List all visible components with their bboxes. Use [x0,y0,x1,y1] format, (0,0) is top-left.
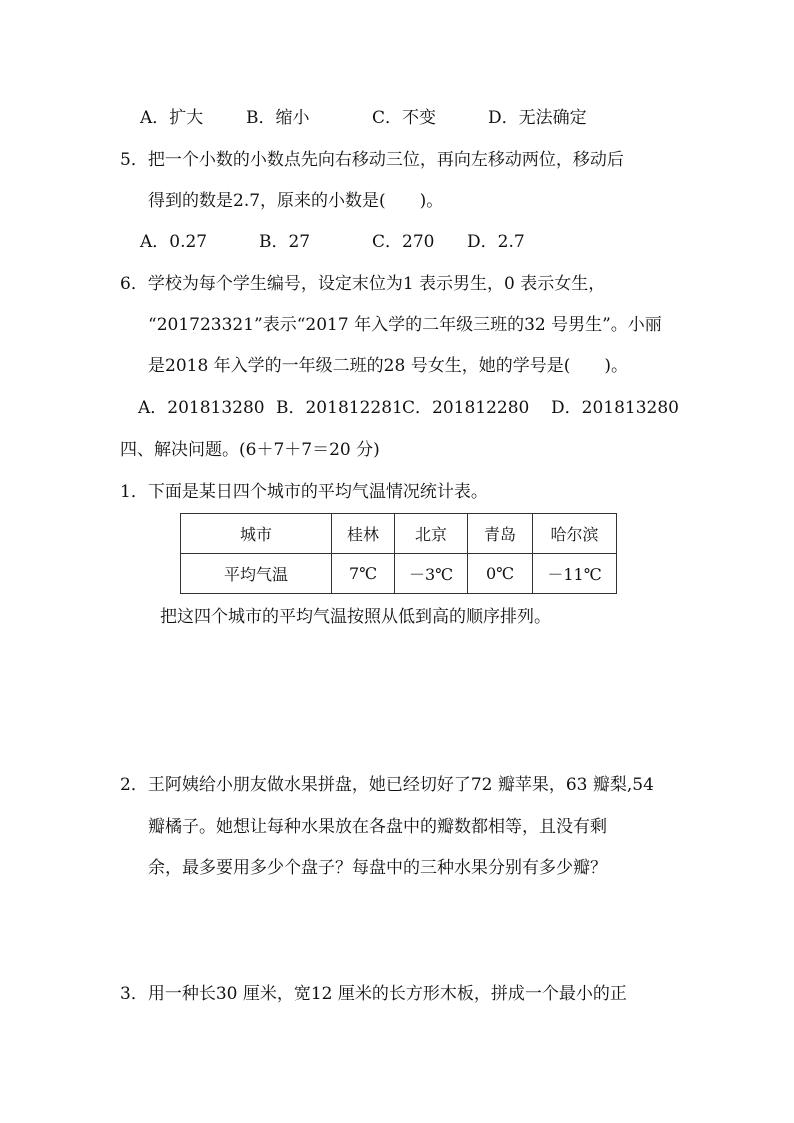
table-header-cell: 桂林 [332,514,395,554]
q6-line-2: “201723321”表示“2017 年入学的二年级三班的32 号男生”。小丽 [148,315,662,335]
q5-option-a: A．0.27 [140,232,208,252]
q5-option-d: D．2.7 [467,232,525,252]
p2-line-2: 瓣橘子。她想让每种水果放在各盘中的瓣数都相等，且没有剩 [148,817,607,837]
table-cell: －3℃ [395,554,468,594]
q6-line-1: 6．学校为每个学生编号，设定末位为1 表示男生，0 表示女生， [120,274,606,294]
q4-option-b: B．缩小 [246,108,310,128]
q4-option-a: A．扩大 [140,108,204,128]
section-4-title: 四、解决问题。(6＋7＋7＝20 分) [120,440,380,460]
table-header-cell: 北京 [395,514,468,554]
table-header-row [181,514,617,554]
q6-option-c: C．201812280 [402,398,530,418]
q5-option-b: B．27 [259,232,311,252]
q4-option-c: C．不变 [372,108,437,128]
q4-option-d: D．无法确定 [488,108,587,128]
q6-option-a: A．201813280 [138,398,265,418]
table-cell: 7℃ [332,554,395,594]
table-cell: 平均气温 [181,554,332,594]
q5-option-c: C．270 [372,232,435,252]
table-cell: －11℃ [533,554,617,594]
p2-line-3: 余，最多要用多少个盘子？每盘中的三种水果分别有多少瓣？ [148,858,607,878]
p3-line-1: 3．用一种长30 厘米，宽12 厘米的长方形木板，拼成一个最小的正 [120,984,627,1004]
table-row [181,554,617,594]
q6-line-3: 是2018 年入学的一年级二班的28 号女生，她的学号是( )。 [148,356,628,376]
table-cell: 0℃ [468,554,533,594]
q6-option-b: B．201812281 [276,398,403,418]
q5-line-1: 5．把一个小数的小数点先向右移动三位，再向左移动两位，移动后 [120,150,624,170]
p1-question: 把这四个城市的平均气温按照从低到高的顺序排列。 [160,607,551,627]
q6-option-d: D．201813280 [551,398,679,418]
table-header-cell: 城市 [181,514,332,554]
p2-line-1: 2．王阿姨给小朋友做水果拼盘，她已经切好了72 瓣苹果，63 瓣梨,54 [120,775,654,795]
table-header-cell: 哈尔滨 [533,514,617,554]
p1-intro: 1．下面是某日四个城市的平均气温情况统计表。 [120,482,488,502]
q5-line-2: 得到的数是2.7，原来的小数是( )。 [148,191,444,211]
temperature-table [180,513,617,594]
table-header-cell: 青岛 [468,514,533,554]
